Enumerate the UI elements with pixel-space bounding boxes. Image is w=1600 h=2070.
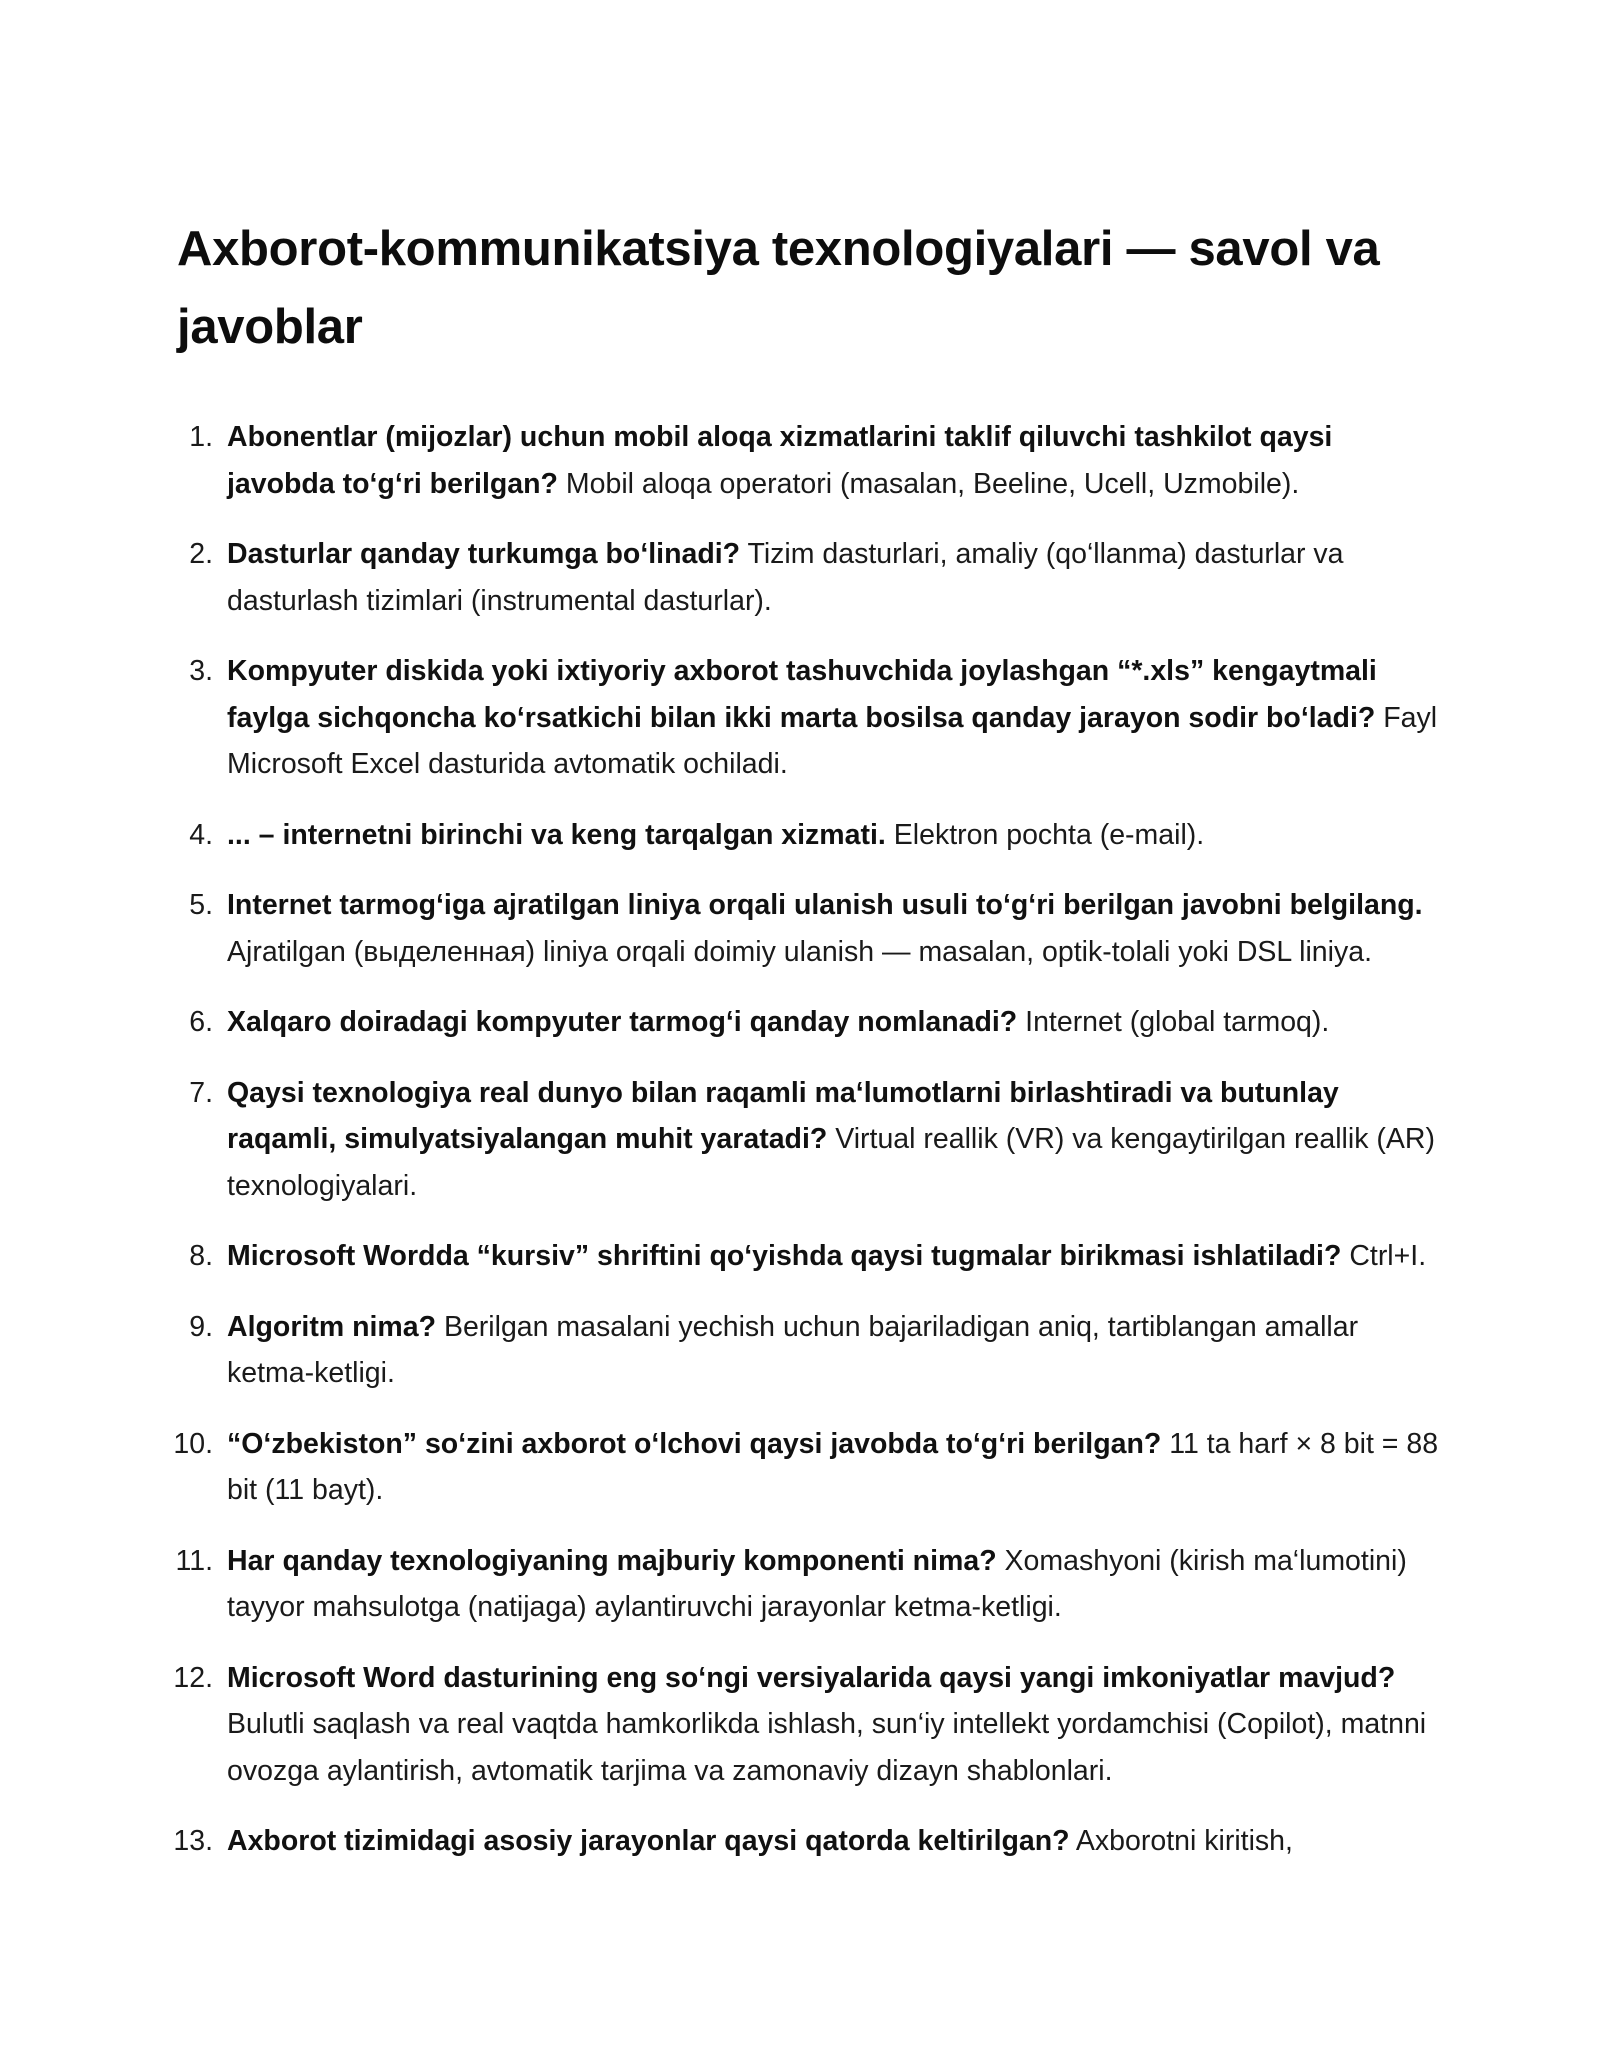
item-number: 13. [173, 1825, 213, 1857]
item-number: 8. [189, 1240, 213, 1272]
question-text: Algoritm nima? [227, 1310, 437, 1343]
qa-item-2 [177, 531, 1447, 624]
qa-item-4 [177, 812, 1447, 859]
item-number: 6. [189, 1006, 213, 1038]
qa-item-11 [177, 1538, 1447, 1631]
item-number: 4. [189, 818, 213, 851]
answer-text: Mobil aloqa operatori (masalan, Beeline, Ucell, Uzmobile). [565, 467, 1300, 500]
answer-text: Bulutli saqlash va real vaqtda hamkorlikda ishlash, sun‘iy intellekt yordamchisi (Copilot), matnni ovozga aylantirish, avtomatik tarjima va zamonaviy dizayn shablonlari. [227, 1708, 1427, 1787]
answer-text: Tizim dasturlari, amaliy (qo‘llanma) dasturlar va dasturlash tizimlari (instrumental dasturlar). [227, 538, 1344, 617]
item-number: 10. [173, 1427, 213, 1460]
qa-item-9 [177, 1304, 1447, 1397]
question-text: Har qanday texnologiyaning majburiy komponenti nima? [227, 1544, 997, 1577]
qa-item-6 [177, 999, 1447, 1046]
qa-item-5 [177, 882, 1447, 975]
qa-item-10 [173, 1421, 1447, 1514]
qa-item-12 [173, 1655, 1447, 1795]
question-text: Qaysi texnologiya real dunyo bilan raqamli ma‘lumotlarni birlashtiradi va butunlay raqamli, simulyatsiyalangan muhit yaratadi? [227, 1076, 1339, 1155]
answer-text: Internet (global tarmoq). [1025, 1006, 1330, 1038]
answer-text: Ctrl+I. [1349, 1240, 1427, 1272]
answer-text: Axborotni kiritish, [1075, 1825, 1293, 1857]
question-text: Microsoft Wordda “kursiv” shriftini qo‘yishda qaysi tugmalar birikmasi ishlatiladi? [227, 1240, 1342, 1272]
item-number: 1. [189, 421, 213, 453]
item-number: 11. [175, 1544, 213, 1577]
item-number: 2. [189, 538, 213, 570]
answer-text: Fayl Microsoft Excel dasturida avtomatik ochiladi. [227, 701, 1438, 780]
question-text: Internet tarmog‘iga ajratilgan liniya orqali ulanish usuli to‘g‘ri berilgan javobni belgilang. [227, 889, 1423, 921]
document-page [173, 210, 1447, 1889]
answer-text: Berilgan masalani yechish uchun bajariladigan aniq, tartiblangan amallar ketma-ketligi. [227, 1310, 1359, 1389]
qa-item-8 [177, 1233, 1447, 1280]
answer-text: Xomashyoni (kirish ma‘lumotini) tayyor mahsulotga (natijaga) aylantiruvchi jarayonlar ketma-ketligi. [227, 1544, 1407, 1623]
answer-text: 11 ta harf × 8 bit = 88 bit (11 bayt). [227, 1427, 1439, 1506]
question-text: Axborot tizimidagi asosiy jarayonlar qaysi qatorda keltirilgan? [227, 1825, 1070, 1857]
page-title: Axborot-kommunikatsiya texnologiyalari — savol va javoblar [177, 222, 1380, 354]
item-number: 12. [173, 1661, 213, 1694]
question-text: Microsoft Word dasturining eng so‘ngi versiyalarida qaysi yangi imkoniyatlar mavjud? [227, 1661, 1396, 1694]
item-number: 9. [189, 1310, 213, 1343]
question-text: Abonentlar (mijozlar) uchun mobil aloqa xizmatlarini taklif qiluvchi tashkilot qaysi javobda to‘g‘ri berilgan? [227, 421, 1333, 500]
item-number: 5. [189, 889, 213, 921]
item-number: 3. [189, 655, 213, 687]
answer-text: Elektron pochta (e-mail). [893, 818, 1205, 851]
question-text: Xalqaro doiradagi kompyuter tarmog‘i qanday nomlanadi? [227, 1006, 1018, 1038]
question-text: “O‘zbekiston” so‘zini axborot o‘lchovi qaysi javobda to‘g‘ri berilgan? [227, 1427, 1162, 1460]
qa-list [173, 414, 1447, 1865]
item-number: 7. [189, 1076, 213, 1109]
answer-text: Virtual reallik (VR) va kengaytirilgan reallik (AR) texnologiyalari. [227, 1123, 1435, 1202]
answer-text: Ajratilgan (выделенная) liniya orqali doimiy ulanish — masalan, optik-tolali yoki DSL liniya. [227, 935, 1372, 968]
question-text: Dasturlar qanday turkumga bo‘linadi? [227, 538, 741, 570]
qa-item-1 [177, 414, 1447, 507]
qa-item-3 [177, 648, 1447, 788]
question-text: ... – internetni birinchi va keng tarqalgan xizmati. [227, 818, 886, 851]
qa-item-13 [173, 1818, 1447, 1865]
qa-item-7 [177, 1070, 1447, 1210]
question-text: Kompyuter diskida yoki ixtiyoriy axborot tashuvchida joylashgan “*.xls” kengaytmali faylga sichqoncha ko‘rsatkichi bilan ikki marta bosilsa qanday jarayon sodir bo‘ladi? [227, 655, 1377, 734]
